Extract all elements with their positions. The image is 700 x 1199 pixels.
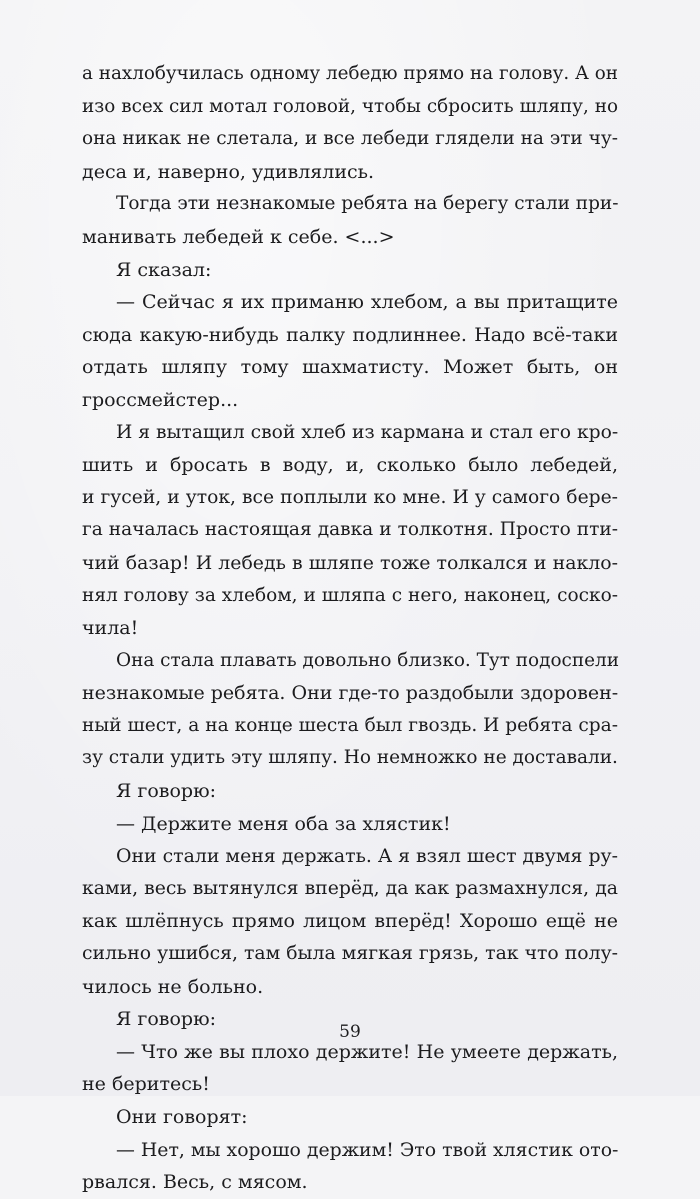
text-line: зу стали удить эту шляпу. Но немножко не доставали.: [82, 747, 618, 769]
paragraph: [82, 840, 618, 1003]
text-line: деса и, наверно, удивлялись.: [82, 160, 375, 183]
text-line: а нахлобучилась одному лебедю прямо на голову. А он: [82, 63, 618, 84]
text-line: ками, весь вытянулся вперёд, да как размахнулся, да: [82, 877, 618, 899]
paragraph: [82, 58, 618, 188]
text-line: шить и бросать в воду, и, сколько было лебедей,: [82, 454, 618, 477]
text-line: — Нет, мы хорошо держим! Это твой хлястик ото-: [116, 1138, 619, 1161]
text-line: чила!: [82, 617, 139, 640]
paragraph: [82, 286, 618, 416]
text-line: — Что же вы плохо держите! Не умеете держать,: [116, 1040, 618, 1063]
text-line: Тогда эти незнакомые ребята на берегу стали при-: [116, 193, 619, 215]
text-line: она никак не слетала, и все лебеди глядели на эти чу-: [82, 128, 618, 150]
text-line: Я говорю:: [116, 780, 217, 803]
paragraph: [82, 645, 618, 775]
text-line: сюда какую-нибудь палку подлиннее. Надо всё-таки: [82, 323, 618, 346]
paragraph: [82, 1036, 618, 1101]
text-line: Я сказал:: [116, 258, 212, 281]
text-line: И я вытащил свой хлеб из кармана и стал его кро-: [116, 421, 619, 443]
text-line: Они говорят:: [116, 1106, 248, 1128]
text-line: Я говорю:: [116, 1008, 217, 1031]
text-line: незнакомые ребята. Они где-то раздобыли здоровен-: [82, 682, 619, 705]
text-line: изо всех сил мотал головой, чтобы сбросить шляпу, но: [82, 95, 618, 117]
text-line: отдать шляпу тому шахматисту. Может быть, он: [82, 356, 618, 379]
paragraph: [82, 775, 618, 808]
text-line: ный шест, а на конце шеста был гвоздь. И ребята сра-: [82, 714, 618, 736]
text-line: га началась настоящая давка и толкотня. Просто пти-: [82, 519, 618, 541]
text-line: Она стала плавать довольно близко. Тут подоспели: [116, 649, 619, 671]
paragraph: [82, 1134, 618, 1199]
text-line: гроссмейстер...: [82, 388, 239, 411]
text-line: манивать лебедей к себе. <...>: [82, 225, 395, 248]
page-number: 59: [339, 1022, 361, 1042]
paragraph: [82, 254, 618, 287]
text-line: чий базар! И лебедь в шляпе тоже толкался и накло-: [82, 551, 618, 574]
paragraph: [82, 188, 618, 253]
paragraph: [82, 1101, 618, 1134]
text-line: — Сейчас я их приманю хлебом, а вы притащите: [116, 291, 618, 314]
text-line: рвался. Весь, с мясом.: [82, 1171, 308, 1194]
text-line: нял голову за хлебом, и шляпа с него, наконец, соско-: [82, 584, 618, 606]
text-line: сильно ушибся, там была мягкая грязь, так что полу-: [82, 943, 618, 965]
text-line: чилось не больно.: [82, 975, 264, 998]
paragraph: [82, 808, 618, 841]
text-line: как шлёпнусь прямо лицом вперёд! Хорошо ещё не: [82, 910, 618, 933]
paragraph: [82, 417, 618, 645]
text-line: не беритесь!: [82, 1073, 210, 1096]
text-line: — Держите меня оба за хлястик!: [116, 812, 451, 835]
text-line: Они стали меня держать. А я взял шест двумя ру-: [116, 845, 618, 868]
text-line: и гусей, и уток, все поплыли ко мне. И у самого бере-: [82, 486, 618, 508]
